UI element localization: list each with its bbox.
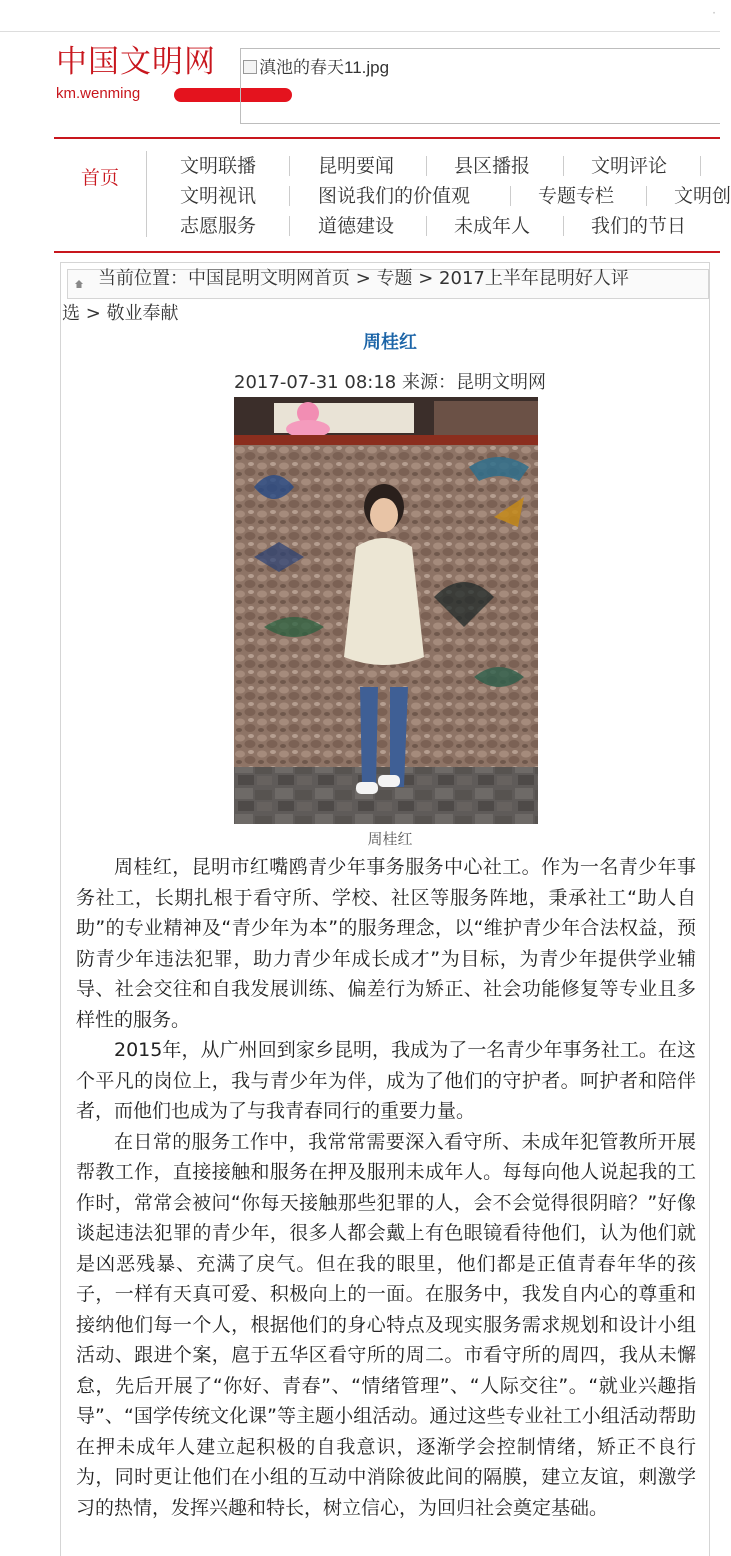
header-banner-image bbox=[240, 48, 720, 124]
nav-item-divider bbox=[646, 186, 647, 206]
nav-divider bbox=[146, 151, 147, 237]
article-photo bbox=[234, 397, 538, 824]
nav-item-divider bbox=[289, 216, 290, 236]
nav-item-divider bbox=[289, 156, 290, 176]
nav-item[interactable]: 道德建设 bbox=[318, 215, 395, 237]
nav-item-divider bbox=[510, 186, 511, 206]
nav-home-link[interactable]: 首页 bbox=[80, 167, 119, 189]
nav-item-divider bbox=[426, 156, 427, 176]
article-body bbox=[76, 852, 696, 1523]
photo-caption: 周桂红 bbox=[367, 830, 413, 848]
nav-bottom-border bbox=[54, 251, 720, 253]
article-paragraph: 周桂红，昆明市红嘴鸥青少年事务服务中心社工。作为一名青少年事务社工，长期扎根于看守所、学校、社区等服务阵地，秉承社工“助人自助”的专业精神及“青少年为本”的服务理念，以“维护青少年合法权益，预防青少年违法犯罪，助力青少年成长成才”为目标，为青少年提供学业辅导、社会交往和自我发展训练、偏差行为矫正、社会功能修复等专业且多样性的服务。 bbox=[76, 856, 696, 1031]
nav-item[interactable]: 未成年人 bbox=[454, 215, 531, 237]
nav-item[interactable]: 专题专栏 bbox=[538, 185, 615, 207]
nav-item[interactable]: 文明联播 bbox=[180, 155, 257, 177]
article-meta: 2017-07-31 08:18 来源：昆明文明网 bbox=[234, 372, 546, 393]
nav-item[interactable]: 县区播报 bbox=[454, 155, 531, 177]
nav-item-divider bbox=[563, 156, 564, 176]
nav-item[interactable]: 文明视讯 bbox=[180, 185, 257, 207]
nav-item-divider bbox=[700, 156, 701, 176]
logo-title: 中国文明网 bbox=[56, 44, 216, 80]
site-logo[interactable] bbox=[56, 42, 236, 106]
nav-item[interactable]: 图说我们的价值观 bbox=[318, 185, 471, 207]
banner-alt-text: 滇池的春天11.jpg bbox=[243, 53, 389, 78]
article-paragraph: 在日常的服务工作中，我常常需要深入看守所、未成年犯管教所开展帮教工作，直接接触和服务在押及服刑未成年人。每每向他人说起我的工作时，常常会被问“你每天接触那些犯罪的人，会不会觉得很阴暗？”好像谈起违法犯罪的青少年，很多人都会戴上有色眼镜看待他们，认为他们就是凶恶残暴、充满了戾气。但在我的眼里，他们都是正值青春年华的孩子，一样有天真可爱、积极向上的一面。在服务中，我发自内心的尊重和接纳他们每一个人，根据他们的身心特点及现实服务需求规划和设计小组活动、跟进个案，扈于五华区看守所的周二。市看守所的周四，我从未懈怠，先后开展了“你好、青春”、“情绪管理”、“人际交往”。“就业兴趣指导”、“国学传统文化课”等主题小组活动。通过这些专业社工小组活动帮助在押未成年人建立起积极的自我意识，逐渐学会控制情绪，矫正不良行为，同时更让他们在小组的互动中消除彼此间的隔膜，建立友谊，刺激学习的热情，发挥兴趣和特长，树立信心，为回归社会奠定基础。 bbox=[76, 1130, 696, 1519]
corner-mark: · bbox=[712, 6, 716, 20]
article-paragraph: 2015年，从广州回到家乡昆明，我成为了一名青少年事务社工。在这个平凡的岗位上，我与青少年为伴，成为了他们的守护者。呵护者和陪伴者，而他们也成为了与我青春同行的重要力量。 bbox=[76, 1039, 696, 1122]
breadcrumb-text[interactable]: 当前位置：中国昆明文明网首页 > 专题 > 2017上半年昆明好人评 bbox=[98, 268, 629, 289]
nav-item-divider bbox=[563, 216, 564, 236]
browser-top-strip bbox=[0, 0, 720, 32]
nav-item[interactable]: 文明创 bbox=[674, 185, 731, 207]
nav-item-divider bbox=[289, 186, 290, 206]
logo-url: km.wenming bbox=[56, 85, 141, 102]
article-title: 周桂红 bbox=[363, 332, 417, 353]
main-nav bbox=[54, 139, 731, 251]
nav-item[interactable]: 志愿服务 bbox=[180, 215, 257, 237]
nav-item[interactable]: 昆明要闻 bbox=[318, 155, 395, 177]
breadcrumb-text-continued[interactable]: 选 > 敬业奉献 bbox=[62, 303, 179, 324]
nav-item[interactable]: 文明评论 bbox=[591, 155, 668, 177]
nav-item-divider bbox=[426, 216, 427, 236]
nav-item[interactable]: 我们的节日 bbox=[591, 215, 687, 237]
home-icon bbox=[74, 279, 84, 289]
